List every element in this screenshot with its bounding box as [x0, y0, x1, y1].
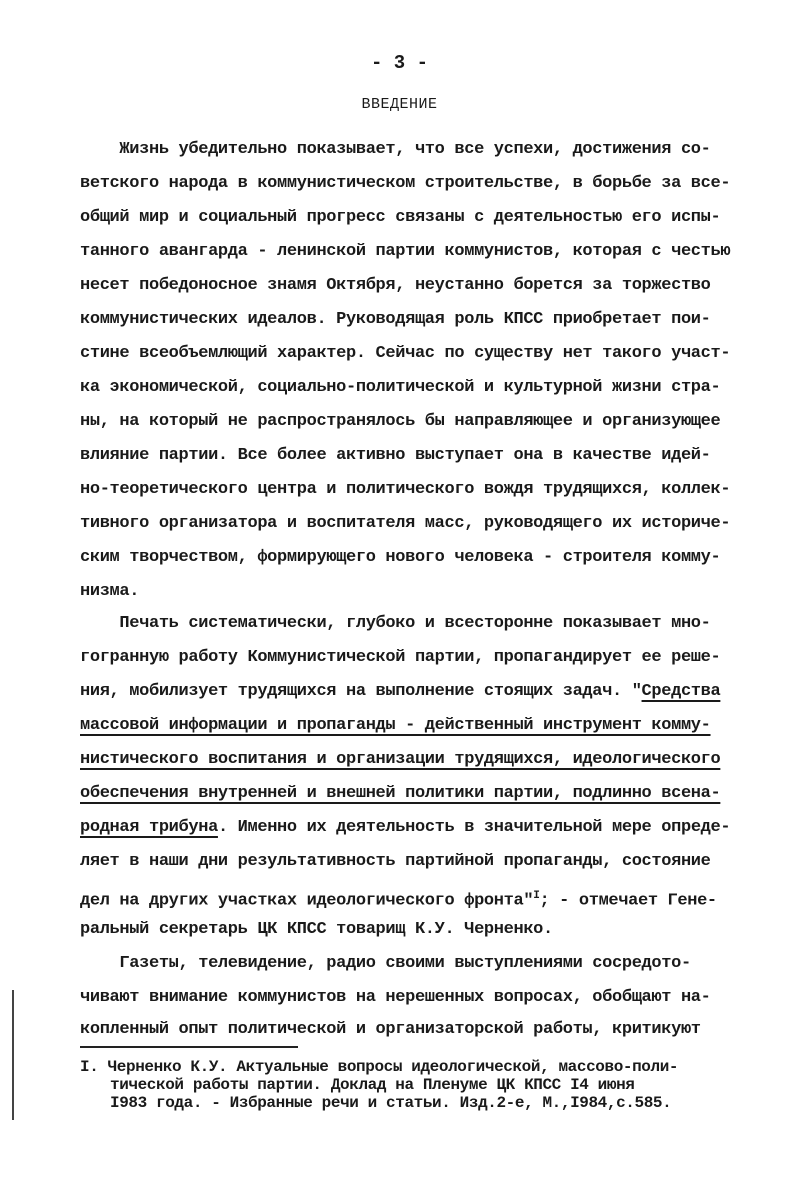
footnote-marker: I	[533, 890, 540, 902]
text-line: ским творчеством, формирующего нового человека - строителя комму-	[80, 548, 721, 567]
text-segment: ; - отмечает Гене-	[539, 891, 717, 911]
footnote-line: тической работы партии. Доклад на Пленуме ЦК КПСС I4 июня	[110, 1076, 635, 1094]
text-line: ральный секретарь ЦК КПСС товарищ К.У. Черненко.	[80, 920, 553, 939]
text-line: стине всеобъемлющий характер. Сейчас по существу нет такого участ-	[80, 344, 731, 363]
text-line: ны, на который не распространялось бы направляющее и организующее	[80, 412, 721, 431]
text-line: тивного организатора и воспитателя масс, руководящего их историче-	[80, 514, 731, 533]
text-line	[80, 886, 717, 912]
margin-line	[12, 990, 14, 1120]
quote-underlined: родная трибуна	[80, 818, 218, 837]
text-line: но-теоретического центра и политического вождя трудящихся, коллек-	[80, 480, 731, 499]
quote-line-underlined: массовой информации и пропаганды - действенный инструмент комму-	[80, 716, 711, 735]
text-line: Газеты, телевидение, радио своими выступлениями сосредото-	[80, 954, 691, 973]
text-line: несет победоносное знамя Октября, неустанно борется за торжество	[80, 276, 711, 295]
text-line: низма.	[80, 582, 140, 601]
text-line: общий мир и социальный прогресс связаны с деятельностью его испы-	[80, 208, 721, 227]
text-line: коммунистических идеалов. Руководящая роль КПСС приобретает пои-	[80, 310, 711, 329]
section-heading: ВВЕДЕНИЕ	[361, 96, 438, 113]
text-line: Жизнь убедительно показывает, что все успехи, достижения со-	[80, 140, 711, 159]
text-line: влияние партии. Все более активно выступает она в качестве идей-	[80, 446, 711, 465]
text-line	[80, 818, 730, 838]
text-line	[80, 682, 720, 702]
text-line: Печать систематически, глубоко и всесторонне показывает мно-	[80, 614, 711, 633]
quote-line-underlined: обеспечения внутренней и внешней политики партии, подлинно всена-	[80, 784, 721, 803]
text-segment: ния, мобилизует трудящихся на выполнение стоящих задач. "	[80, 682, 642, 701]
text-line: ляет в наши дни результативность партийной пропаганды, состояние	[80, 852, 711, 871]
text-line: ка экономической, социально-политической и культурной жизни стра-	[80, 378, 721, 397]
text-line: ветского народа в коммунистическом строительстве, в борьбе за все-	[80, 174, 731, 193]
page-number: - 3 -	[370, 52, 428, 74]
text-line: копленный опыт политической и организаторской работы, критикуют	[80, 1020, 701, 1039]
text-line: танного авангарда - ленинской партии коммунистов, которая с честью	[80, 242, 731, 261]
footnote-separator	[80, 1046, 298, 1048]
text-segment: . Именно их деятельность в значительной мере опреде-	[217, 818, 731, 837]
quote-underlined: Средства	[641, 682, 721, 701]
quote-line-underlined: нистического воспитания и организации трудящихся, идеологического	[80, 750, 721, 769]
footnote-line: I983 года. - Избранные речи и статьи. Изд.2-е, М.,I984,с.585.	[110, 1094, 672, 1112]
footnote-line: I. Черненко К.У. Актуальные вопросы идеологической, массово-поли-	[80, 1058, 679, 1076]
text-segment: дел на других участках идеологического фронта"	[80, 891, 534, 911]
text-line: гогранную работу Коммунистической партии, пропагандирует ее реше-	[80, 648, 721, 667]
text-line: чивают внимание коммунистов на нерешенных вопросах, обобщают на-	[80, 988, 711, 1007]
